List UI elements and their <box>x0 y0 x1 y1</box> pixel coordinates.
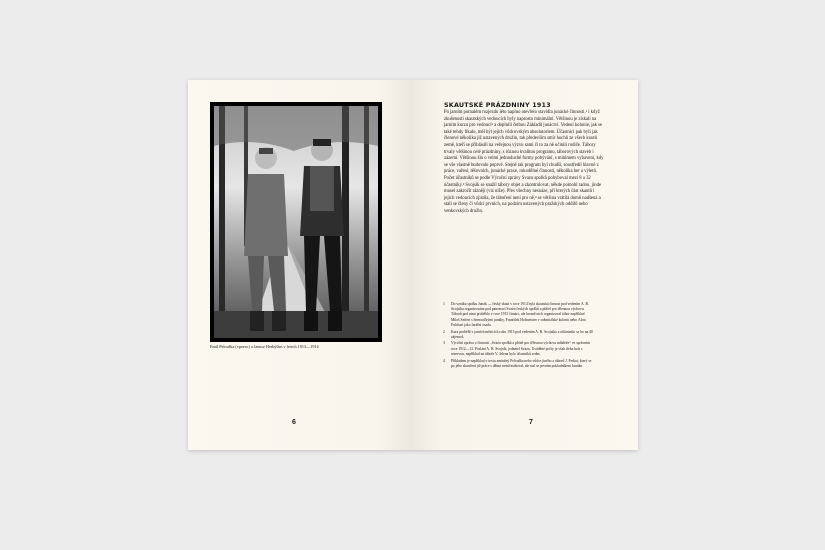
body-text: Po jarním pomalém rozjezdu léto naplno otevřelo stavidla junácké činnosti,¹ i když zkušenosti skautských vedoucích byly naprosto minimální. Většinou je získali na jarním kurzu pro vedoucí² a doplnili četbou Základů junáctví. Vedení kolonie, jak se také tehdy říkalo, měl být jejich vůdcovským absolutoriem. Účastníci pak byli jak členové několika již ustavených družin, tak především smír hochů ze všech koutů země, kteří se přihlásili na veřejnou výzvu sami či to za ně učinili rodiče. Tábory trvaly většinou celé prázdniny, s různou kvalitou programu, táborových staveb i zázemí. Většinou šlo o velmi jednoduché formy pobývání, s minimem vybavení, kdy se vše vlastně budovalo poprvé. Stejně tak program byl chudší, soustředil hlavně z práce, vaření, těšovních, junácké praxe, rukodělné činnosti, několika her a výletů. Počet účastníků se podle Výroční zprávy Svazu spolků pohyboval mezi 8 a 32 účastníky.³ Svojsík se snažil tábory objet a zkontrolovat, někde pomohl radou, jinde musel zakročit rázněji (viz níže). Přes všechny nesnáze, při kterých část skautů i jejich vedoucích zjistila, že táboření není pro ně,⁴ se většina vrátila domů nadšená a stali se členy či vůdci prvních, na podzim ustavených pražských oddílů nebo venkovských družin. <box>444 110 604 214</box>
two-scouts-photo-image <box>214 106 378 338</box>
right-page <box>413 80 638 450</box>
footnote <box>443 359 593 369</box>
footnote-number: 4 <box>443 358 445 363</box>
book-spread <box>188 80 638 450</box>
footnote <box>443 330 593 340</box>
footnote-number: 1 <box>443 302 445 306</box>
chapter-heading: SKAUTSKÉ PRÁZDNINY 1913 <box>444 101 551 109</box>
footnote <box>443 341 593 357</box>
footnote-number: 3 <box>443 341 445 346</box>
page-number-right: 7 <box>529 419 533 426</box>
footnote-text: Do vzniku spolku Junák — český skaut v roce 1914 byla skautská činnost pod vedením A. B. Svojsíka organizována pod patronací Svazu českých spolků a přátel pro tělesnou výchovu. Táborů pod nimi proběhlo v roce 1913 čtrnáct, ale kromě nich organizoval tábor například Miloš Seifert s bernoučkými junáky, František Hofmeister v rožmitálské kolonii nebo Alois Pulchart jako farářní osada. <box>451 302 589 327</box>
photo-frame <box>210 102 382 342</box>
footnote <box>443 302 593 328</box>
footnote-number: 2 <box>443 329 445 334</box>
footnotes <box>443 302 593 370</box>
left-page <box>188 80 413 450</box>
photo-caption: Emil Pelouška (vpravo) a Janusz Herbýšim v letech 1913—1914 <box>210 344 319 349</box>
footnote-text: Výroční zpráva o činnosti „Svazu spolků a přátel pro tělesnou výchovu mládeže“ ve správním roce 1912—13. Poslání A. B. Svojsík, jednatel Svazu. Uváděné počty je však třeba brát s rezervou, například na táboře V. Jelena bylo účastníků sedm. <box>451 341 590 356</box>
footnote-text: Příkladem je například v textu zmíněný Pelouška nebo vůdce jiného z táborů J. Fediot, který se po jeho skončení již práce s dětmi nezúčastňoval, ale stal se prvním pokladníkem Junáka. <box>451 358 592 368</box>
footnote-text: Kurz proběhl v jarních měsících roku 1913 pod vedením A. B. Svojsíka a zúčastnilo se ho na 40 zájemců. <box>451 329 593 339</box>
historical-photo <box>214 106 378 338</box>
page-number-left: 6 <box>292 419 296 426</box>
